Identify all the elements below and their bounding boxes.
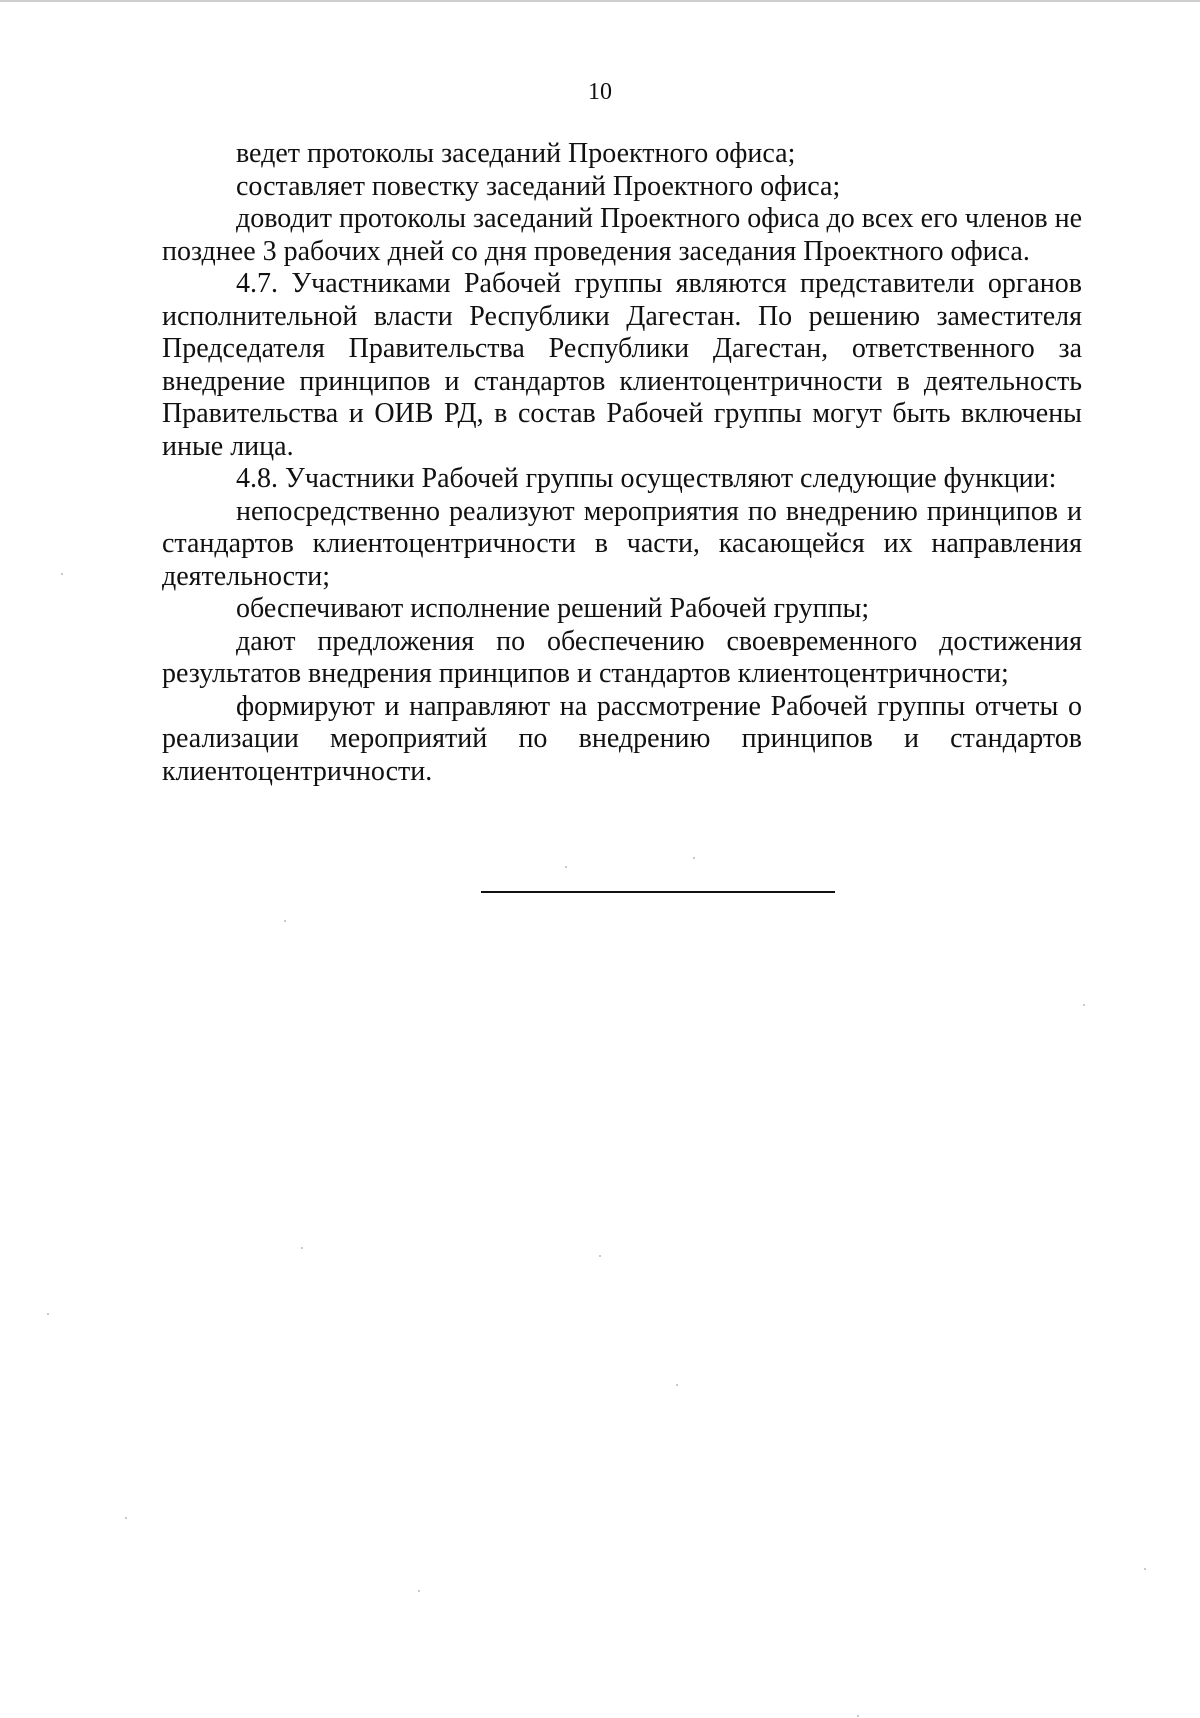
scan-speck — [1144, 1568, 1146, 1570]
scan-speck — [857, 1715, 859, 1717]
scan-speck — [47, 1313, 49, 1315]
scan-speck — [599, 1255, 601, 1257]
paragraph: обеспечивают исполнение решений Рабочей группы; — [236, 593, 870, 624]
scan-speck — [565, 866, 567, 868]
paragraph: 4.7. Участниками Рабочей группы являются представители органов исполнительной власти Республики Дагестан. По решению заместителя Председателя Правительства Республики Дагестан, ответственного за внедрение принципов и стандартов клиентоцентричности в деятельность Правительства и ОИВ РД, в состав Рабочей группы могут быть включены иные лица. — [162, 268, 1082, 462]
paragraph: доводит протоколы заседаний Проектного офиса до всех его членов не позднее 3 рабочих дней со дня проведения заседания Проектного офиса. — [162, 203, 1082, 267]
scan-speck — [125, 1517, 127, 1519]
paragraph: ведет протоколы заседаний Проектного офиса; — [236, 138, 796, 169]
paragraph: непосредственно реализуют мероприятия по внедрению принципов и стандартов клиентоцентричности в части, касающейся их направления деятельности; — [162, 495, 1082, 592]
page-number: 10 — [588, 79, 612, 105]
scan-speck — [301, 1247, 303, 1249]
paragraph: дают предложения по обеспечению своевременного достижения результатов внедрения принципов и стандартов клиентоцентричности; — [162, 625, 1082, 689]
scan-speck — [418, 1590, 420, 1592]
end-of-document-rule — [481, 891, 835, 893]
paragraph: составляет повестку заседаний Проектного офиса; — [236, 170, 841, 202]
scan-speck — [284, 920, 286, 922]
scan-speck — [693, 857, 695, 859]
paragraph: 4.8. Участники Рабочей группы осуществляют следующие функции: — [236, 463, 1057, 494]
scan-speck — [61, 573, 63, 575]
document-body — [162, 138, 1082, 788]
paragraph: формируют и направляют на рассмотрение Рабочей группы отчеты о реализации мероприятий по внедрению принципов и стандартов клиентоцентричности. — [162, 690, 1082, 787]
scan-speck — [676, 1384, 678, 1386]
scan-speck — [1083, 1004, 1085, 1006]
